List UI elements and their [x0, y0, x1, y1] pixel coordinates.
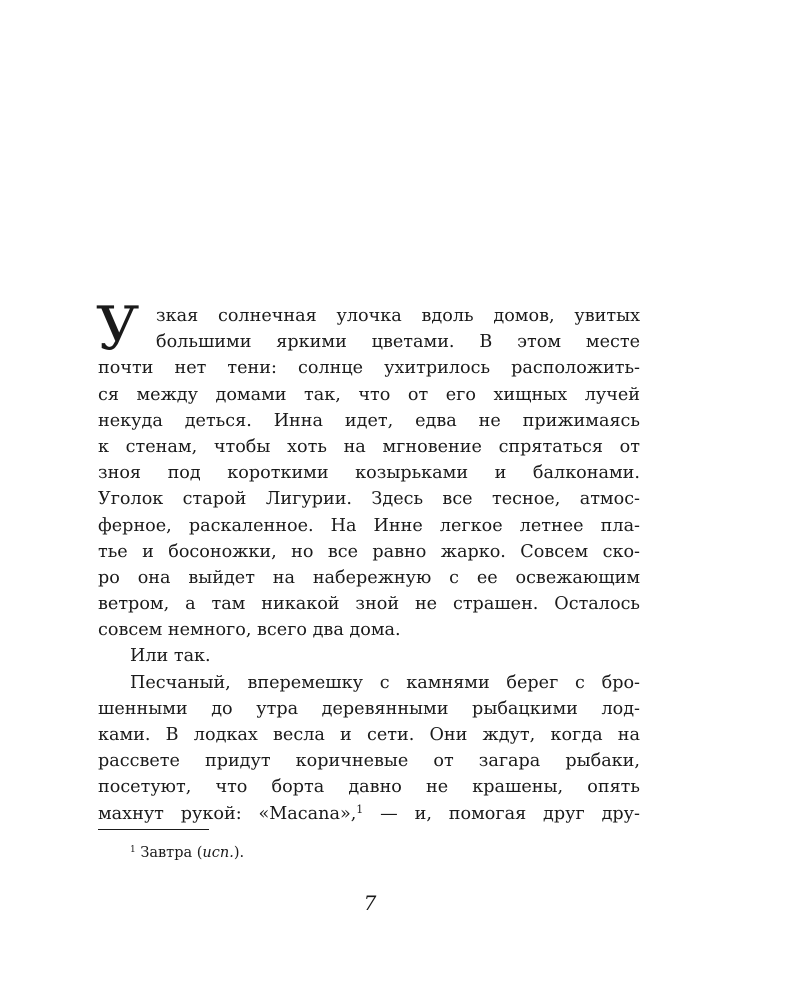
text-fragment: махнут рукой: «Macana», [98, 803, 357, 824]
text-line [98, 801, 640, 827]
footnote-text: Завтра ( [135, 845, 203, 861]
text-line: большими яркими цветами. В этом месте [156, 332, 640, 353]
footnote-abbreviation: исп. [202, 845, 234, 861]
text-line: ферное, раскаленное. На Инне легкое летнее пла- [98, 515, 640, 536]
text-line: ся между домами так, что от его хищных лучей [98, 384, 640, 405]
text-line: Уголок старой Лигурии. Здесь все тесное, атмос- [98, 489, 640, 510]
text-line: шенными до утра деревянными рыбацкими лод- [98, 698, 640, 719]
text-line: почти нет тени: солнце ухитрилось расположить- [98, 358, 640, 379]
footnote-reference: 1 [356, 802, 364, 816]
text-line: Или так. [130, 646, 211, 667]
footnote-text: ). [233, 845, 245, 861]
text-line: Песчаный, вперемешку с камнями берег с бро- [130, 672, 640, 693]
text-line: ветром, а там никакой зной не страшен. Осталось [98, 594, 640, 615]
text-line: тье и босоножки, но все равно жарко. Совсем ско- [98, 541, 640, 562]
text-line: совсем немного, всего два дома. [98, 620, 401, 641]
footnote [130, 844, 244, 862]
text-line: рассвете придут коричневые от загара рыбаки, [98, 751, 640, 772]
drop-cap: У [96, 294, 140, 364]
text-line: посетуют, что борта давно не крашены, опять [98, 777, 640, 798]
body-text [96, 294, 640, 827]
footnote-marker: 1 [130, 845, 136, 856]
text-line: ками. В лодках весла и сети. Они ждут, когда на [98, 725, 640, 745]
text-fragment: — и, помогая друг дру- [363, 803, 640, 824]
text-line: некуда деться. Инна идет, едва не прижимаясь [98, 410, 640, 431]
text-line: зкая солнечная улочка вдоль домов, увитых [156, 306, 640, 326]
text-line: к стенам, чтобы хоть на мгновение спрятаться от [98, 436, 640, 457]
page-number: 7 [363, 891, 377, 915]
text-line: зноя под короткими козырьками и балконами. [98, 463, 640, 484]
footnote-divider [98, 829, 209, 830]
text-line: ро она выйдет на набережную с ее освежающим [98, 567, 640, 588]
